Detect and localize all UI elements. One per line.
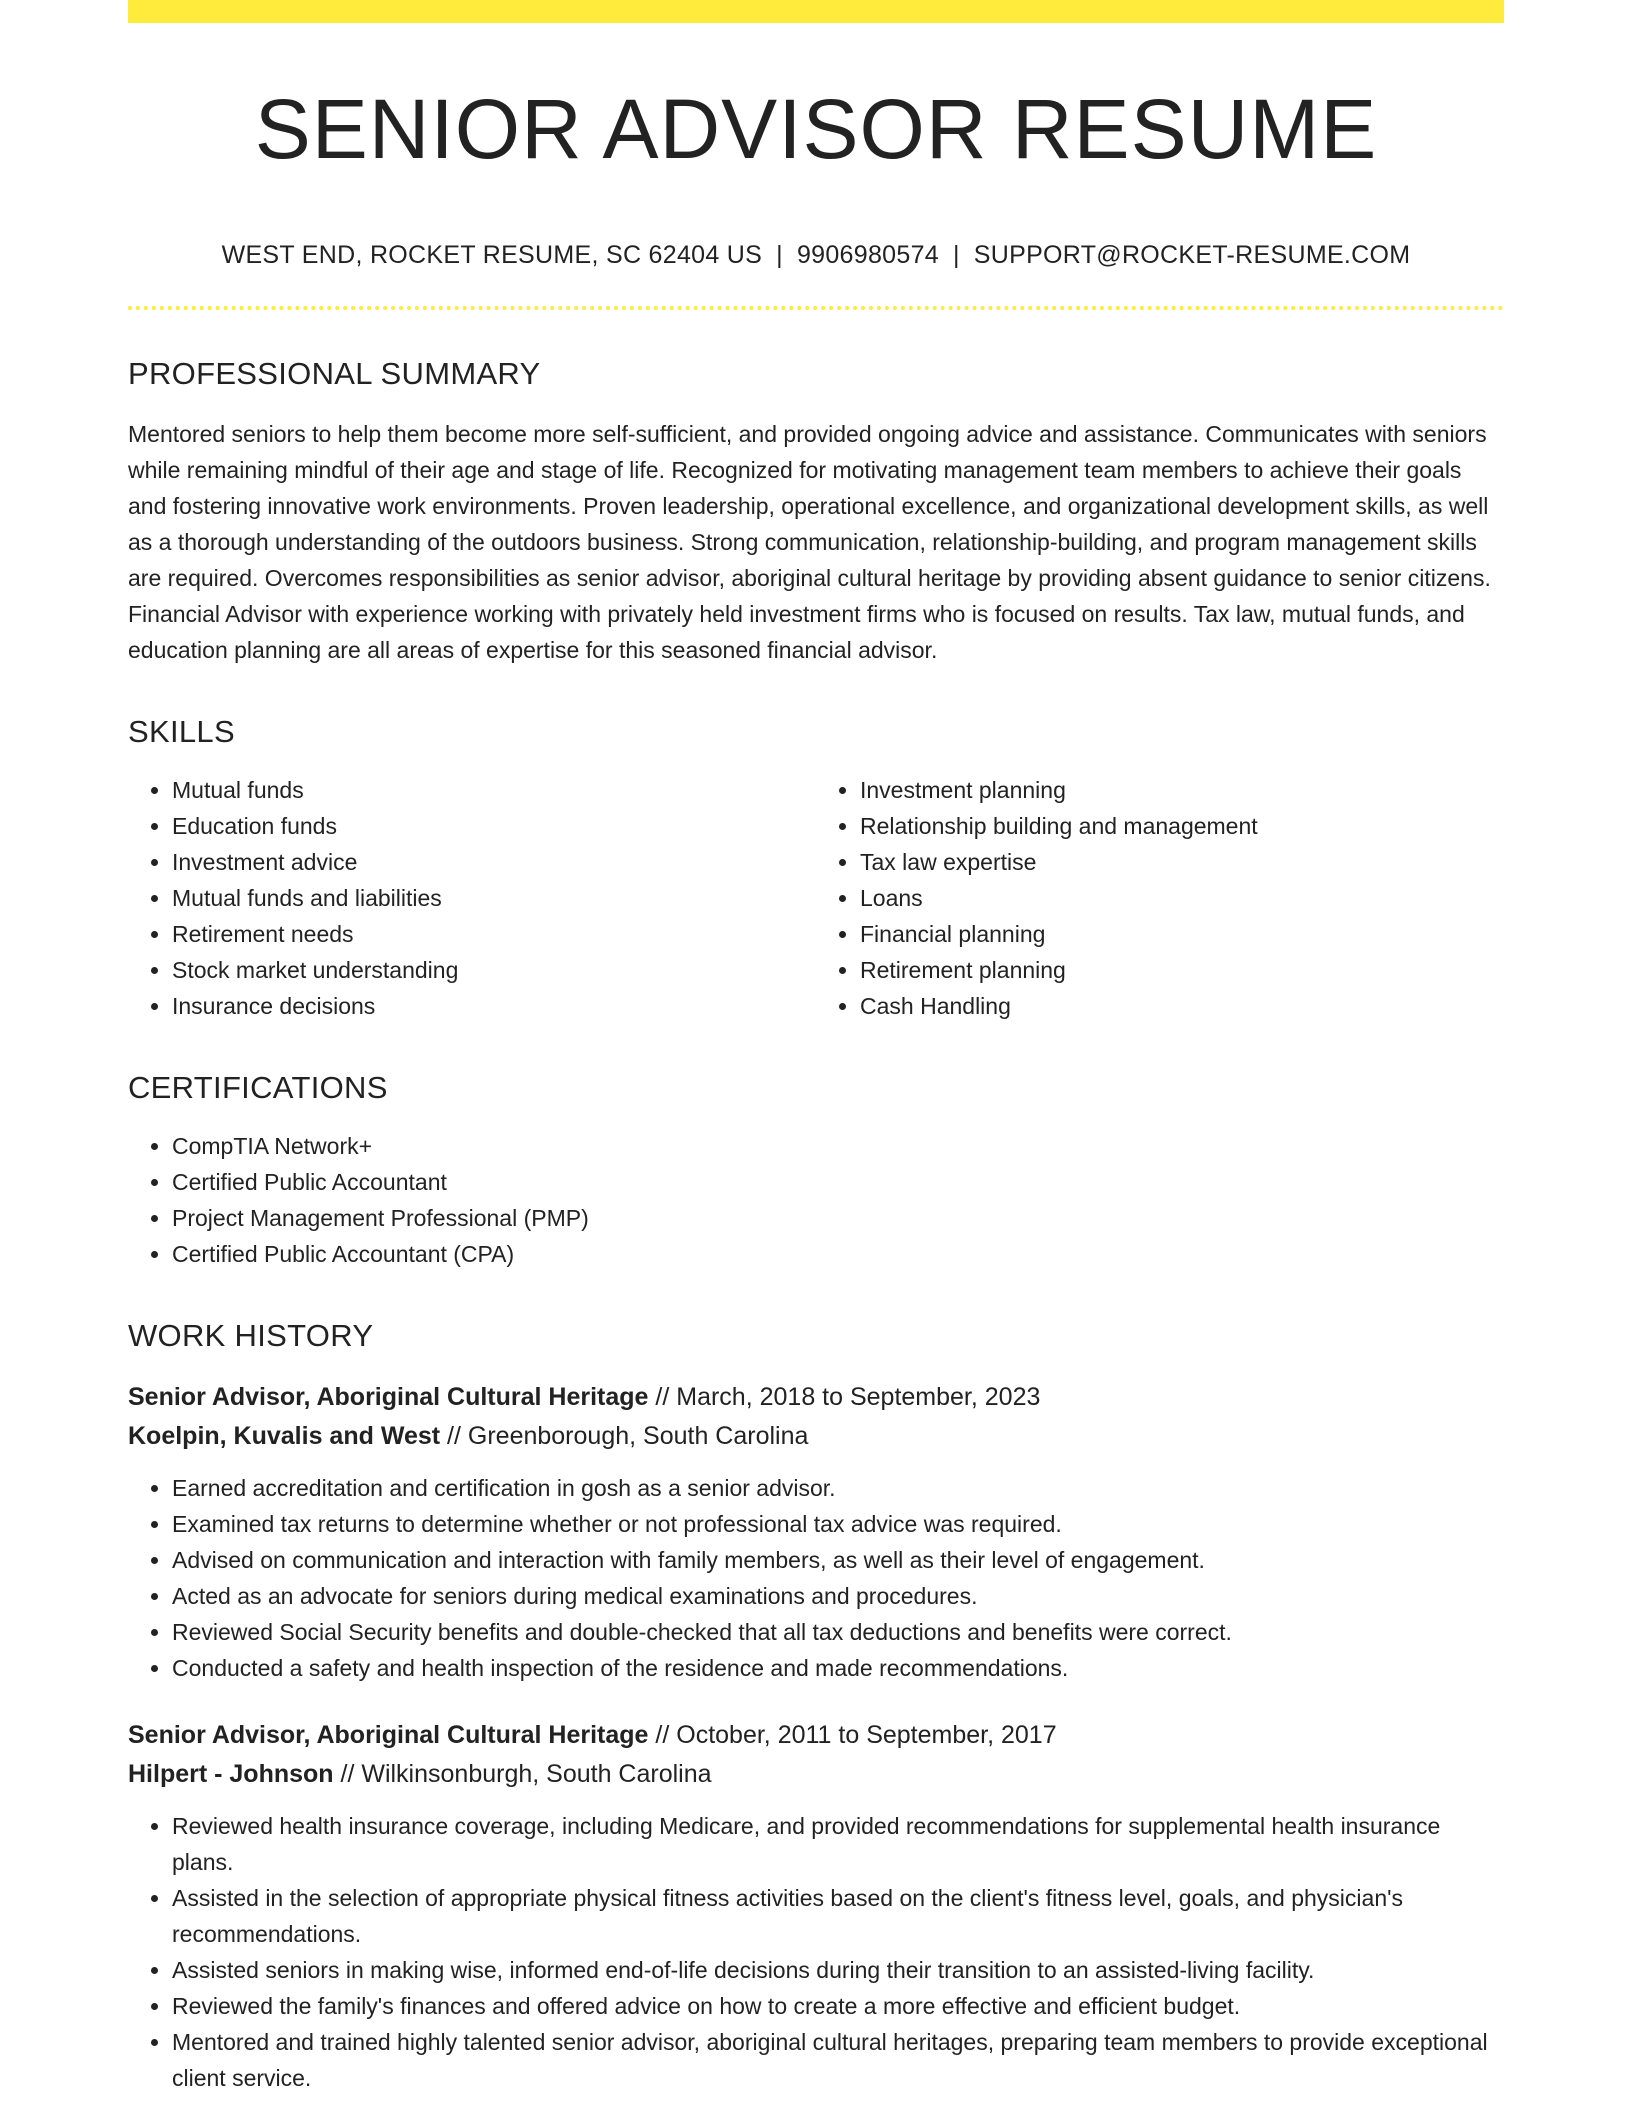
job-entry: [128, 1716, 1504, 2096]
skills-section: [128, 714, 1504, 1024]
work-history-heading: WORK HISTORY: [128, 1318, 374, 1354]
job-company-line: [128, 1417, 1504, 1456]
skill-item: • Mutual funds and liabilities: [172, 880, 816, 916]
job-bullet: • Reviewed Social Security benefits and double-checked that all tax deductions and benefits were correct.: [172, 1614, 1504, 1650]
skills-right-list: [816, 772, 1504, 1024]
skill-item: • Investment advice: [172, 844, 816, 880]
certifications-heading: CERTIFICATIONS: [128, 1070, 388, 1106]
skill-item: • Loans: [860, 880, 1504, 916]
dotted-divider: [128, 306, 1504, 310]
skill-item: • Retirement planning: [860, 952, 1504, 988]
skill-item: • Cash Handling: [860, 988, 1504, 1024]
job-dates: // March, 2018 to September, 2023: [648, 1383, 1041, 1412]
skill-item: • Retirement needs: [172, 916, 816, 952]
certification-item: • CompTIA Network+: [172, 1128, 1504, 1164]
job-bullet: • Assisted in the selection of appropriate physical fitness activities based on the client's fitness level, goals, and physician's recommendations.: [172, 1880, 1504, 1952]
resume-page: [128, 0, 1504, 2096]
job-bullet: • Advised on communication and interaction with family members, as well as their level of engagement.: [172, 1542, 1504, 1578]
job-title: Senior Advisor, Aboriginal Cultural Heritage: [128, 1383, 649, 1412]
top-accent-bar: [128, 0, 1504, 23]
contact-email: SUPPORT@ROCKET-RESUME.COM: [973, 241, 1411, 270]
summary-heading: PROFESSIONAL SUMMARY: [128, 356, 541, 392]
job-bullet: • Reviewed the family's finances and offered advice on how to create a more effective and efficient budget.: [172, 1988, 1504, 2024]
job-bullet: • Earned accreditation and certification in gosh as a senior advisor.: [172, 1470, 1504, 1506]
skill-item: • Investment planning: [860, 772, 1504, 808]
job-bullet: • Assisted seniors in making wise, informed end-of-life decisions during their transition to an assisted-living facility.: [172, 1952, 1504, 1988]
certification-item: • Project Management Professional (PMP): [172, 1200, 1504, 1236]
contact-separator: |: [952, 241, 960, 270]
skill-item: • Tax law expertise: [860, 844, 1504, 880]
job-dates: // October, 2011 to September, 2017: [648, 1721, 1057, 1750]
job-location: // Greenborough, South Carolina: [440, 1422, 809, 1451]
work-history-section: [128, 1318, 1504, 2096]
job-title: Senior Advisor, Aboriginal Cultural Heritage: [128, 1721, 649, 1750]
contact-line: [128, 241, 1504, 270]
skill-item: • Stock market understanding: [172, 952, 816, 988]
job-location: // Wilkinsonburgh, South Carolina: [333, 1760, 712, 1789]
certification-item: • Certified Public Accountant (CPA): [172, 1236, 1504, 1272]
skills-grid: [128, 772, 1504, 1024]
contact-address: WEST END, ROCKET RESUME, SC 62404 US: [221, 241, 763, 270]
job-bullets: [128, 1470, 1504, 1686]
skill-item: • Relationship building and management: [860, 808, 1504, 844]
job-bullets: [128, 1808, 1504, 2096]
contact-phone: 9906980574: [796, 241, 939, 270]
skills-heading: SKILLS: [128, 714, 235, 750]
job-bullet: • Mentored and trained highly talented senior advisor, aboriginal cultural heritages, preparing team members to provide exceptional client service.: [172, 2024, 1504, 2096]
skill-item: • Education funds: [172, 808, 816, 844]
summary-text: Mentored seniors to help them become more self-sufficient, and provided ongoing advice and assistance. Communicates with seniors while remaining mindful of their age and stage of life. Recognized for motivating management team members to achieve their goals and fostering innovative work environments. Proven leadership, operational excellence, and organizational development skills, as well as a thorough understanding of the outdoors business. Strong communication, relationship-building, and program management skills are required. Overcomes responsibilities as senior advisor, aboriginal cultural heritage by providing absent guidance to senior citizens. Financial Advisor with experience working with privately held investment firms who is focused on results. Tax law, mutual funds, and education planning are all areas of expertise for this seasoned financial advisor.: [128, 421, 1491, 664]
skill-item: • Mutual funds: [172, 772, 816, 808]
job-title-line: [128, 1378, 1504, 1417]
job-bullet: • Reviewed health insurance coverage, including Medicare, and provided recommendations for supplemental health insurance plans.: [172, 1808, 1504, 1880]
job-company: Hilpert - Johnson: [128, 1760, 334, 1789]
certifications-list: [128, 1128, 1504, 1272]
skill-item: • Insurance decisions: [172, 988, 816, 1024]
skills-left-list: [128, 772, 816, 1024]
certifications-section: [128, 1070, 1504, 1272]
resume-title: SENIOR ADVISOR RESUME: [254, 82, 1378, 176]
job-bullet: • Conducted a safety and health inspection of the residence and made recommendations.: [172, 1650, 1504, 1686]
certification-item: • Certified Public Accountant: [172, 1164, 1504, 1200]
job-company-line: [128, 1755, 1504, 1794]
job-company: Koelpin, Kuvalis and West: [128, 1422, 441, 1451]
job-entry: [128, 1378, 1504, 1686]
job-bullet: • Examined tax returns to determine whether or not professional tax advice was required.: [172, 1506, 1504, 1542]
job-title-line: [128, 1716, 1504, 1755]
skill-item: • Financial planning: [860, 916, 1504, 952]
summary-section: [128, 356, 1504, 668]
job-bullet: • Acted as an advocate for seniors during medical examinations and procedures.: [172, 1578, 1504, 1614]
contact-separator: |: [776, 241, 783, 270]
